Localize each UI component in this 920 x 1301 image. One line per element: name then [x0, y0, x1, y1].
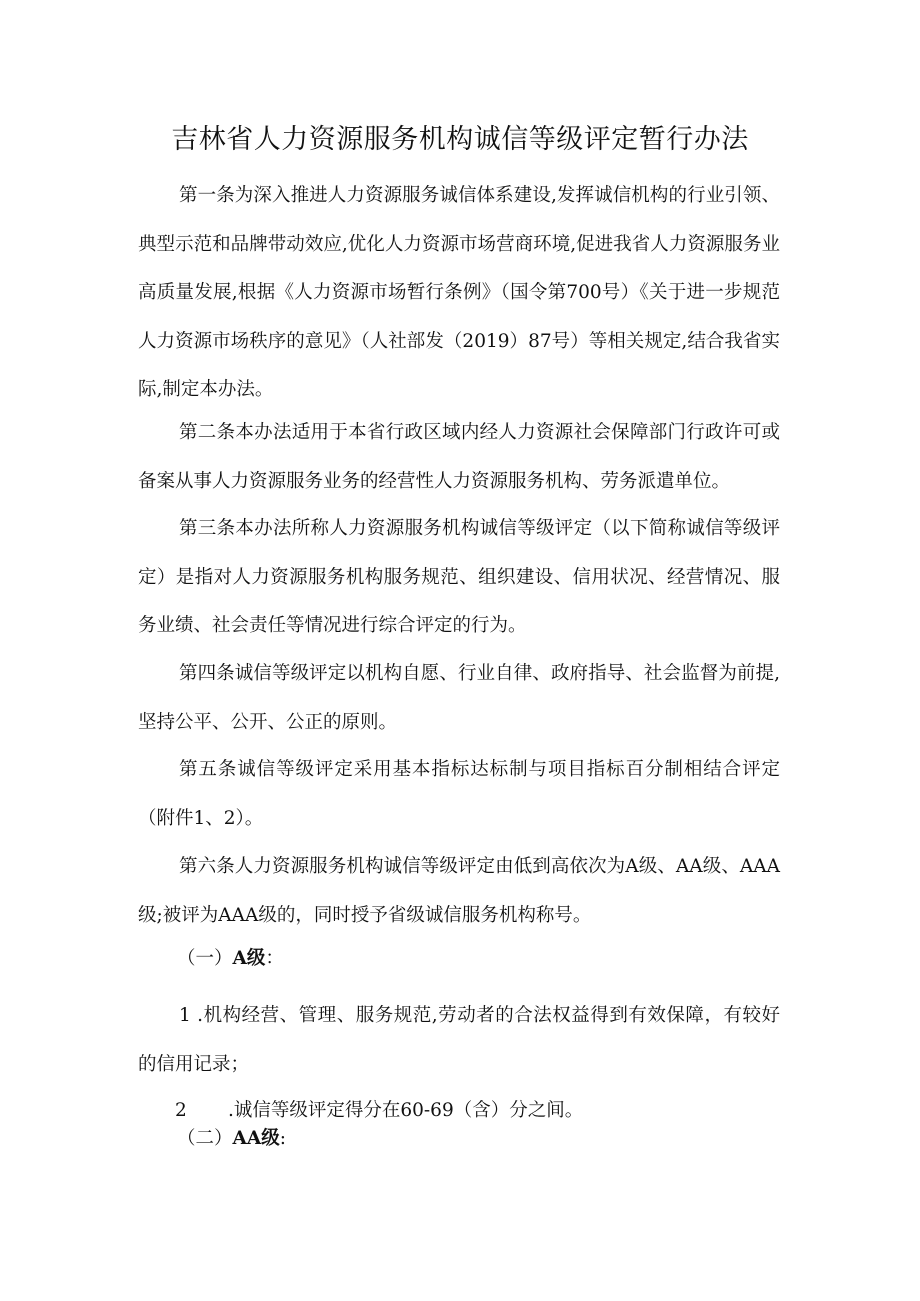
level-a-heading-prefix: （一） — [177, 948, 233, 969]
level-a-heading-mark: A级 — [232, 948, 266, 969]
level-a-item-1: 1 .机构经营、管理、服务规范,劳动者的合法权益得到有效保障，有较好的信用记录； — [138, 1005, 780, 1075]
document-title: 吉林省人力资源服务机构诚信等级评定暂行办法 — [171, 124, 749, 155]
level-a-item-2-text: .诚信等级评定得分在60-69（含）分之间。 — [228, 1100, 584, 1121]
article-4-paragraph: 第四条诚信等级评定以机构自愿、行业自律、政府指导、社会监督为前提,坚持公平、公开、公正的原则。 — [138, 663, 780, 733]
article-2-paragraph: 第二条本办法适用于本省行政区域内经人力资源社会保障部门行政许可或备案从事人力资源服务业务的经营性人力资源服务机构、劳务派遣单位。 — [138, 422, 780, 492]
article-6-paragraph: 第六条人力资源服务机构诚信等级评定由低到高依次为A级、AA级、AAA级;被评为AAA级的，同时授予省级诚信服务机构称号。 — [138, 856, 780, 926]
article-5-paragraph: 第五条诚信等级评定采用基本指标达标制与项目指标百分制相结合评定（附件1、2）。 — [138, 759, 780, 829]
level-a-heading — [177, 944, 284, 974]
level-a-heading-suffix: ： — [265, 948, 284, 969]
article-1-paragraph: 第一条为深入推进人力资源服务诚信体系建设,发挥诚信机构的行业引领、典型示范和品牌带动效应,优化人力资源市场营商环境,促进我省人力资源服务业高质量发展,根据《人力资源市场暂行条例》（国令第700号）《关于进一步规范人力资源市场秩序的意见》（人社部发（2019）87号）等相关规定,结合我省实际,制定本办法。 — [138, 185, 780, 400]
level-aa-heading-suffix: : — [279, 1128, 286, 1149]
level-a-item-2-number: 2 — [175, 1100, 187, 1121]
article-3-paragraph: 第三条本办法所称人力资源服务机构诚信等级评定（以下简称诚信等级评定）是指对人力资源服务机构服务规范、组织建设、信用状况、经营情况、服务业绩、社会责任等情况进行综合评定的行为。 — [138, 518, 780, 636]
level-aa-heading — [177, 1124, 286, 1154]
level-aa-heading-prefix: （二） — [177, 1128, 233, 1149]
level-aa-heading-mark: AA级 — [232, 1128, 280, 1149]
